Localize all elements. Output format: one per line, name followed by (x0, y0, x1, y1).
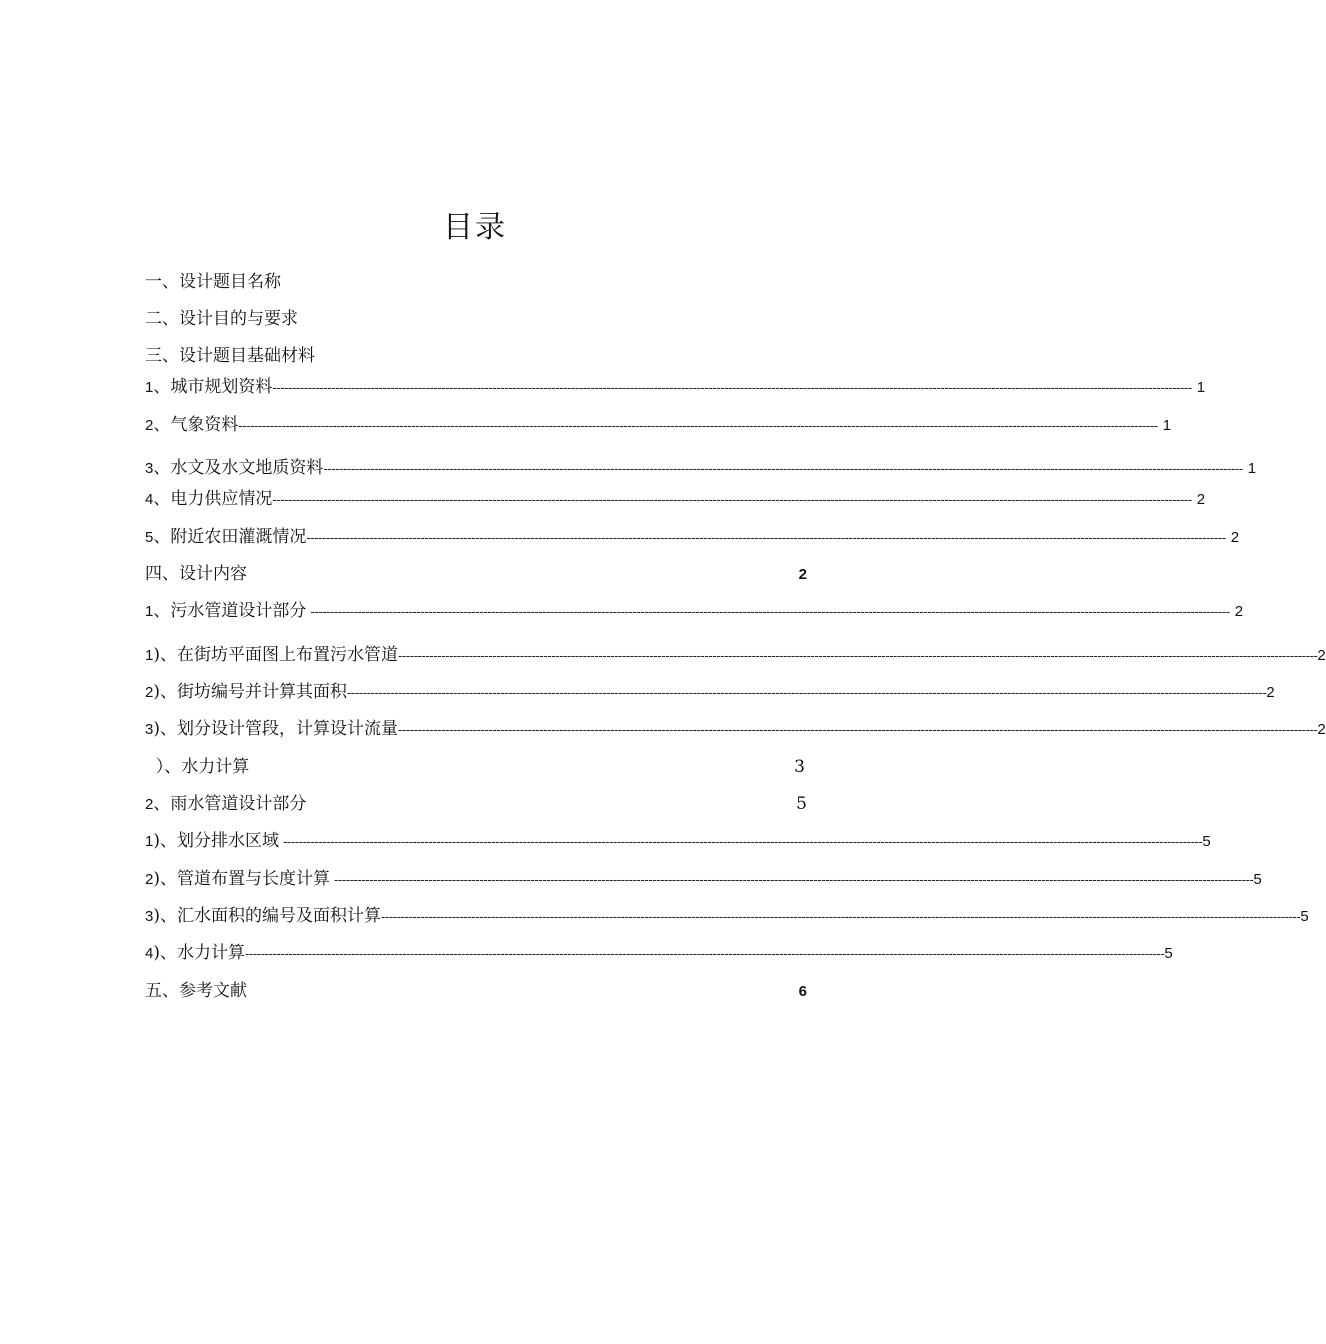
toc-entry-label: 一、设计题目名称 (145, 272, 281, 292)
toc-leader: ------------------------------------------------------------------------------------------------------------------------------------------------------------------------------------------------------------------------------------------ (346, 685, 1267, 700)
toc-page-number: 6 (798, 983, 807, 1000)
toc-entry-number: 3 (145, 721, 154, 738)
toc-leader: ------------------------------------------------------------------------------------------------------------------------------------------------------------------------------------------------------------------------------------------ (272, 380, 1192, 395)
toc-entry-label: 二、设计目的与要求 (145, 309, 298, 329)
toc-page-number: 2 (1266, 684, 1275, 701)
toc-page-number: 5 (1164, 945, 1173, 962)
toc-page-number: 3 (794, 757, 805, 777)
toc-entry-label: 五、参考文献 (145, 981, 247, 1001)
toc-entry-number: 3 (145, 460, 154, 477)
toc-entry-label: 、电力供应情况 (153, 489, 273, 509)
toc-leader: ------------------------------------------------------------------------------------------------------------------------------------------------------------------------------------------------------------------------------------------ (238, 418, 1158, 433)
toc-entry-number: 2 (145, 684, 154, 701)
toc-entry-18 (145, 903, 1309, 929)
toc-leader: ------------------------------------------------------------------------------------------------------------------------------------------------------------------------------------------------------------------------------------------ (244, 946, 1165, 961)
toc-page-number: 5 (796, 794, 807, 814)
toc-leader: ------------------------------------------------------------------------------------------------------------------------------------------------------------------------------------------------------------------------------------------ (397, 648, 1318, 663)
toc-entry-number: 4 (145, 491, 154, 508)
toc-entry-label: 四、设计内容 (145, 564, 247, 584)
toc-entry-number: 1 (145, 833, 154, 850)
toc-page-number: 2 (1230, 529, 1240, 546)
toc-entry-number: 1 (145, 647, 154, 664)
toc-entry-5 (145, 412, 1172, 438)
toc-entry-number: 1 (145, 603, 154, 620)
toc-entry-10 (145, 598, 1244, 624)
toc-entry-label: )、划分排水区域 (153, 831, 279, 851)
toc-leader: ------------------------------------------------------------------------------------------------------------------------------------------------------------------------------------------------------------------------------------------ (323, 461, 1243, 476)
toc-entry-label: 、雨水管道设计部分 (153, 794, 307, 814)
toc-entry-12 (145, 679, 1275, 705)
toc-page-number: 5 (1253, 871, 1262, 888)
toc-entry-7 (145, 486, 1206, 512)
toc-entry-20 (145, 978, 807, 1004)
page-title: 目录 (443, 210, 507, 245)
toc-leader: ------------------------------------------------------------------------------------------------------------------------------------------------------------------------------------------------------------------------------------------ (306, 530, 1226, 545)
toc-entry-number: 5 (145, 529, 154, 546)
toc-entry-19 (145, 940, 1173, 966)
toc-entry-label: )、汇水面积的编号及面积计算 (153, 906, 381, 926)
toc-leader: ------------------------------------------------------------------------------------------------------------------------------------------------------------------------------------------------------------------------------------------ (333, 872, 1254, 887)
toc-page-number: 1 (1247, 460, 1257, 477)
toc-entry-number: 2 (145, 417, 154, 434)
toc-entry-label: )、在街坊平面图上布置污水管道 (153, 645, 398, 665)
toc-leader: ------------------------------------------------------------------------------------------------------------------------------------------------------------------------------------------------------------------------------------------ (397, 722, 1318, 737)
toc-entry-number: 4 (145, 945, 154, 962)
toc-page-number: 5 (1202, 833, 1211, 850)
toc-entry-15 (145, 791, 807, 817)
toc-entry-label: )、街坊编号并计算其面积 (153, 682, 347, 702)
toc-entry-label: 、气象资料 (153, 415, 239, 435)
toc-page-number: 2 (1317, 721, 1326, 738)
toc-entry-9 (145, 561, 807, 587)
toc-entry-label: 、水文及水文地质资料 (153, 458, 324, 478)
toc-entry-3 (145, 343, 545, 369)
toc-entry-number: 2 (145, 871, 154, 888)
toc-page-number: 2 (1234, 603, 1244, 620)
toc-page-number: 1 (1162, 417, 1172, 434)
toc-entry-label: 、城市规划资料 (153, 377, 273, 397)
toc-page-number: 2 (798, 566, 807, 583)
toc-page-number: 2 (1196, 491, 1206, 508)
toc-entry-number: 2 (145, 796, 154, 813)
toc-leader: ------------------------------------------------------------------------------------------------------------------------------------------------------------------------------------------------------------------------------------------ (272, 492, 1192, 507)
toc-entry-8 (145, 524, 1240, 550)
toc-entry-17 (145, 866, 1262, 892)
toc-entry-label: )、管道布置与长度计算 (153, 869, 330, 889)
toc-entry-1 (145, 269, 545, 295)
toc-entry-14 (145, 754, 805, 780)
toc-entry-number: 3 (145, 908, 154, 925)
toc-entry-label: )、划分设计管段，计算设计流量 (153, 719, 398, 739)
toc-entry-13 (145, 716, 1326, 742)
toc-entry-16 (145, 828, 1211, 854)
toc-entry-number: 1 (145, 379, 154, 396)
toc-entry-11 (145, 642, 1326, 668)
toc-page-number: 1 (1196, 379, 1206, 396)
toc-leader: ------------------------------------------------------------------------------------------------------------------------------------------------------------------------------------------------------------------------------------------ (282, 834, 1203, 849)
toc-entry-label: )、水力计算 (153, 943, 245, 963)
toc-entry-4 (145, 374, 1206, 400)
toc-leader: ------------------------------------------------------------------------------------------------------------------------------------------------------------------------------------------------------------------------------------------ (310, 604, 1230, 619)
toc-entry-2 (145, 306, 545, 332)
toc-page-number: 2 (1317, 647, 1326, 664)
toc-page-number: 5 (1300, 908, 1309, 925)
toc-entry-label: 、附近农田灌溉情况 (153, 527, 307, 547)
toc-entry-label: 、污水管道设计部分 (153, 601, 307, 621)
toc-leader: ------------------------------------------------------------------------------------------------------------------------------------------------------------------------------------------------------------------------------------------ (380, 909, 1301, 924)
toc-entry-label: 三、设计题目基础材料 (145, 346, 315, 366)
toc-entry-label: ）、水力计算 (145, 757, 250, 777)
toc-entry-6 (145, 455, 1257, 481)
